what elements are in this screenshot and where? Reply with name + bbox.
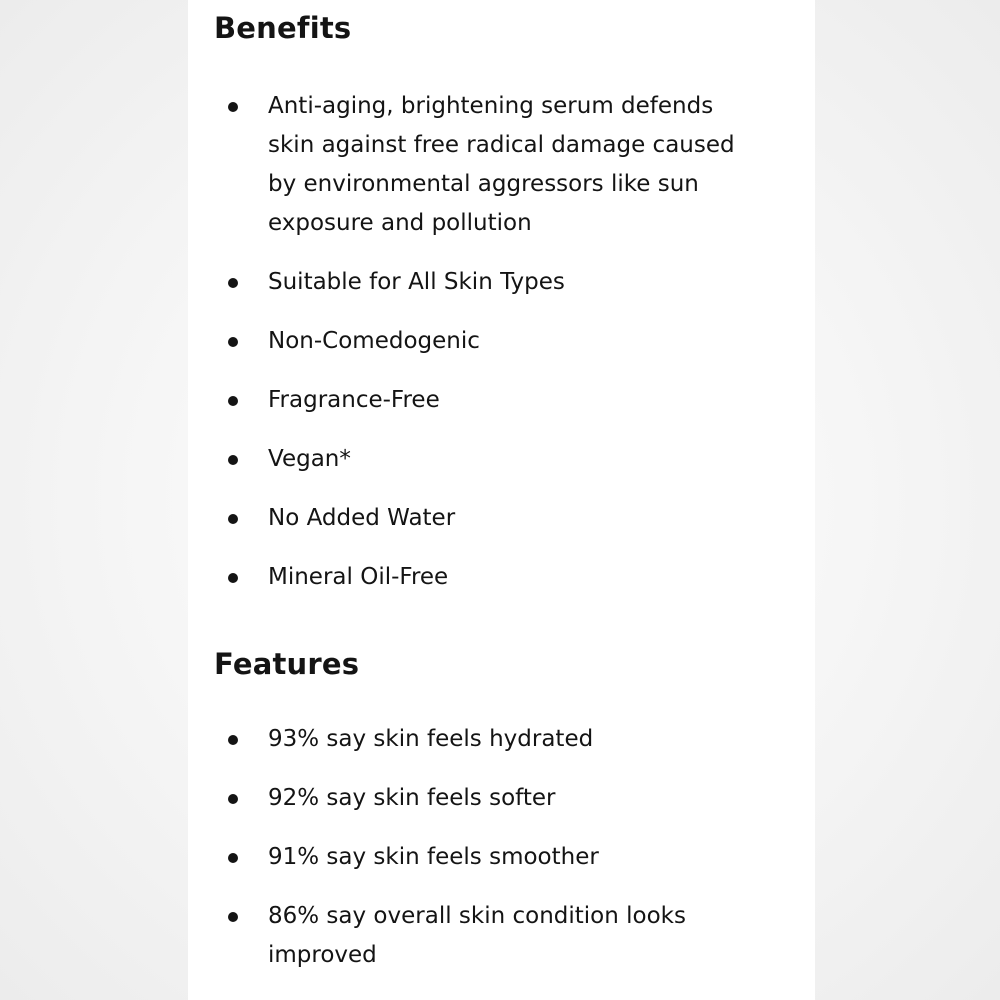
benefit-item [214,87,748,243]
benefit-item-text: Suitable for All Skin Types [268,269,565,295]
bullet-icon [228,278,238,288]
product-details-panel [188,0,815,1000]
feature-item [214,897,748,975]
bullet-icon [228,853,238,863]
feature-item [214,779,748,818]
benefit-item [214,381,748,420]
feature-item [214,720,748,759]
benefits-heading: Benefits [214,11,352,45]
features-list [214,720,815,975]
benefits-list [214,87,815,597]
feature-item-text: 93% say skin feels hydrated [268,726,594,752]
bullet-icon [228,514,238,524]
bullet-icon [228,735,238,745]
bullet-icon [228,102,238,112]
feature-item [214,838,748,877]
benefit-item [214,499,748,538]
benefit-item [214,440,748,479]
features-heading: Features [214,647,360,681]
feature-item-text: 86% say overall skin condition looks improved [268,903,686,968]
bullet-icon [228,455,238,465]
benefit-item-text: Vegan* [268,446,351,472]
benefit-item-text: Non-Comedogenic [268,328,480,354]
benefit-item-text: Mineral Oil-Free [268,564,449,590]
bullet-icon [228,396,238,406]
bullet-icon [228,337,238,347]
benefit-item [214,558,748,597]
bullet-icon [228,912,238,922]
benefit-item [214,322,748,361]
benefit-item-text: Fragrance-Free [268,387,440,413]
benefit-item-text: Anti-aging, brightening serum defends skin against free radical damage caused by environmental aggressors like sun exposure and pollution [268,93,735,236]
bullet-icon [228,794,238,804]
benefit-item-text: No Added Water [268,505,456,531]
bullet-icon [228,573,238,583]
feature-item-text: 91% say skin feels smoother [268,844,599,870]
feature-item-text: 92% say skin feels softer [268,785,556,811]
benefit-item [214,263,748,302]
